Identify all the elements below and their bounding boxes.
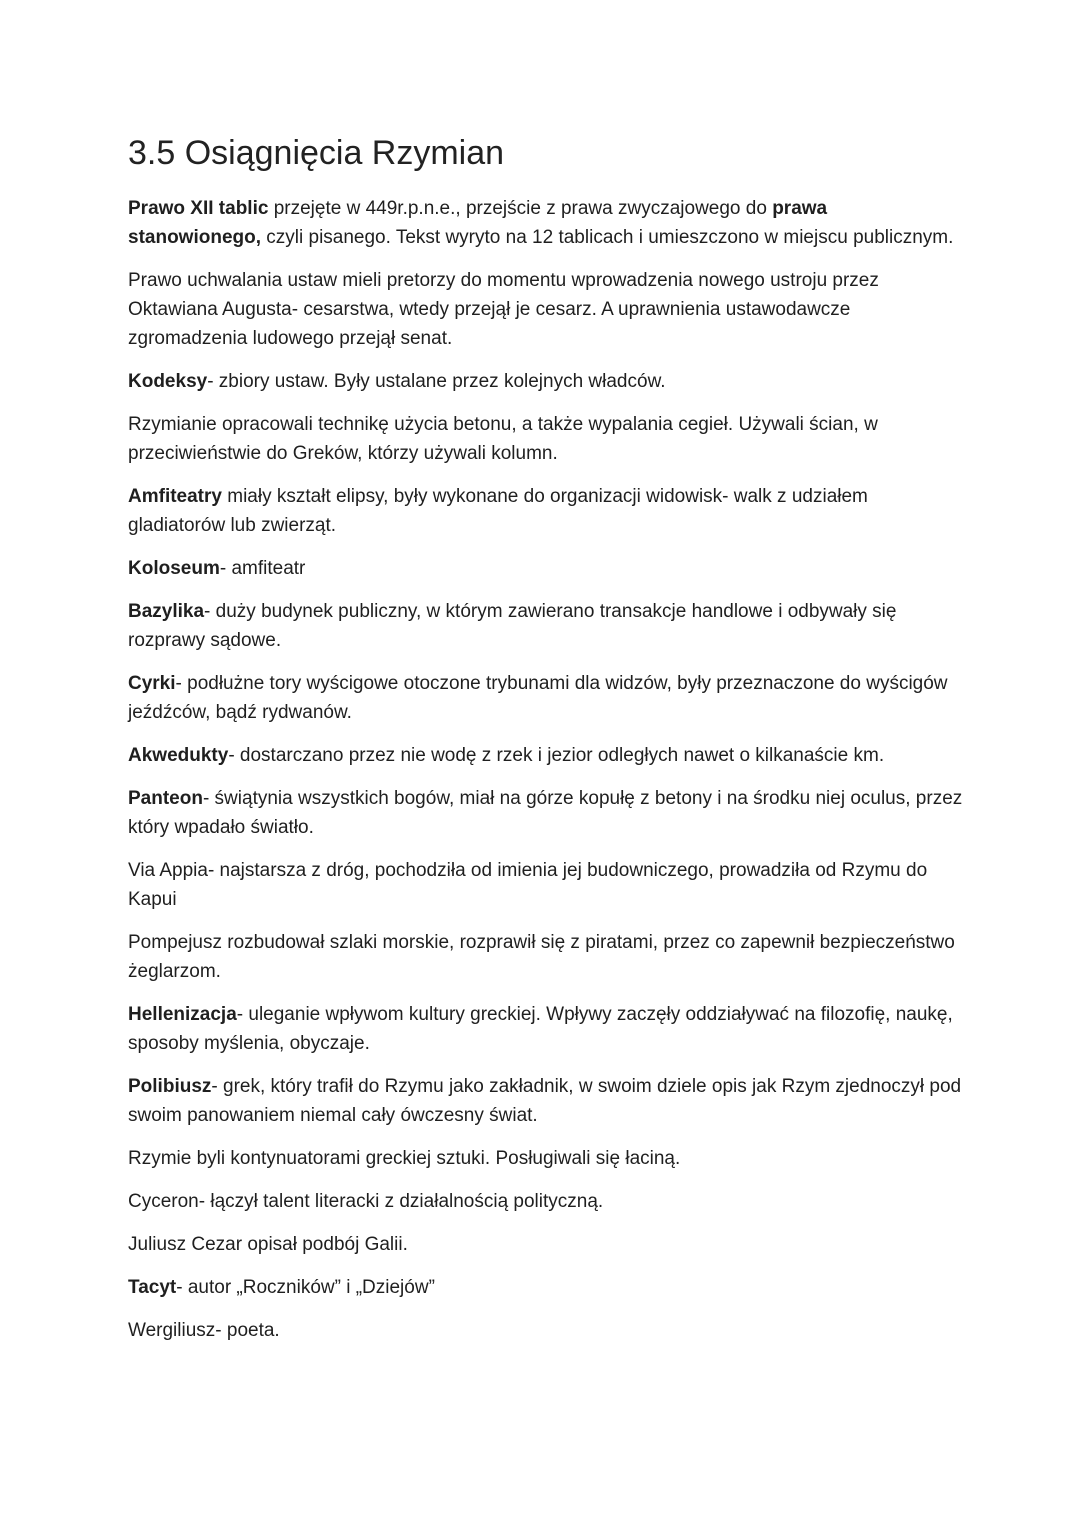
term: Prawo XII tablic [128,198,269,219]
term: Kodeksy [128,371,208,392]
text: Juliusz Cezar opisał podbój Galii. [128,1234,408,1255]
text: Rzymianie opracowali technikę użycia betonu, a także wypalania cegieł. Używali ścian, w przeciwieństwie do Greków, którzy używali kolumn. [128,414,878,464]
text: Cyceron- łączył talent literacki z działalnością polityczną. [128,1191,604,1212]
text: - podłużne tory wyścigowe otoczone trybunami dla widzów, były przeznaczone do wyścigów jeźdźców, bądź rydwanów. [128,673,948,723]
text: miały kształt elipsy, były wykonane do organizacji widowisk- walk z udziałem gladiatorów lub zwierząt. [128,486,868,536]
text: - dostarczano przez nie wodę z rzek i jezior odległych nawet o kilkanaście km. [228,745,885,766]
text: Rzymie byli kontynuatorami greckiej sztuki. Posługiwali się łaciną. [128,1148,681,1169]
term: Koloseum [128,558,220,579]
paragraph-cyceron [128,1187,963,1216]
term: Tacyt [128,1277,177,1298]
paragraph-panteon [128,784,963,842]
paragraph-polibiusz [128,1072,963,1130]
text: Wergiliusz- poeta. [128,1320,280,1341]
text: - zbiory ustaw. Były ustalane przez kolejnych władców. [207,371,666,392]
paragraph-koloseum [128,554,963,583]
term: prawa stanowionego, [128,198,828,248]
term: Cyrki [128,673,176,694]
paragraph-cyrki [128,669,963,727]
page-title: 3.5 Osiągnięcia Rzymian [128,134,505,172]
text: Prawo uchwalania ustaw mieli pretorzy do momentu wprowadzenia nowego ustroju przez Oktawiana Augusta- cesarstwa, wtedy przejął je cesarz. A uprawnienia ustawodawcze zgromadzenia ludowego przejął senat. [128,270,879,349]
paragraph-tacyt [128,1273,963,1302]
text: - grek, który trafił do Rzymu jako zakładnik, w swoim dziele opis jak Rzym zjednoczył pod swoim panowaniem niemal cały ówczesny świat. [128,1076,962,1126]
paragraph-cezar [128,1230,963,1259]
text: Via Appia- najstarsza z dróg, pochodziła od imienia jej budowniczego, prowadziła od Rzymu do Kapui [128,860,928,910]
document-page [128,130,963,1359]
text: Pompejusz rozbudował szlaki morskie, rozprawił się z piratami, przez co zapewnił bezpieczeństwo żeglarzom. [128,932,955,982]
paragraph-via-appia [128,856,963,914]
paragraph-sztuka [128,1144,963,1173]
paragraph-prawo-uchwalania [128,266,963,353]
paragraph-pompejusz [128,928,963,986]
text: - uleganie wpływom kultury greckiej. Wpływy zaczęły oddziaływać na filozofię, naukę, sposoby myślenia, obyczaje. [128,1004,953,1054]
paragraph-amfiteatry [128,482,963,540]
paragraph-hellenizacja [128,1000,963,1058]
paragraph-prawo-xii-tablic [128,194,963,252]
paragraph-kodeksy [128,367,963,396]
paragraph-beton [128,410,963,468]
paragraph-wergiliusz [128,1316,963,1345]
text: - świątynia wszystkich bogów, miał na górze kopułę z betony i na środku niej oculus, przez który wpadało światło. [128,788,963,838]
paragraph-akwedukty [128,741,963,770]
text: - autor „Roczników” i „Dziejów” [176,1277,435,1298]
text: czyli pisanego. Tekst wyryto na 12 tablicach i umieszczono w miejscu publicznym. [261,227,954,248]
text: - amfiteatr [219,558,306,579]
paragraph-bazylika [128,597,963,655]
term: Amfiteatry [128,486,222,507]
text: przejęte w 449r.p.n.e., przejście z prawa zwyczajowego do [268,198,773,219]
term: Akwedukty [128,745,229,766]
text: - duży budynek publiczny, w którym zawierano transakcje handlowe i odbywały się rozprawy sądowe. [128,601,897,651]
term: Panteon [128,788,203,809]
term: Hellenizacja [128,1004,237,1025]
term: Polibiusz [128,1076,212,1097]
term: Bazylika [128,601,205,622]
